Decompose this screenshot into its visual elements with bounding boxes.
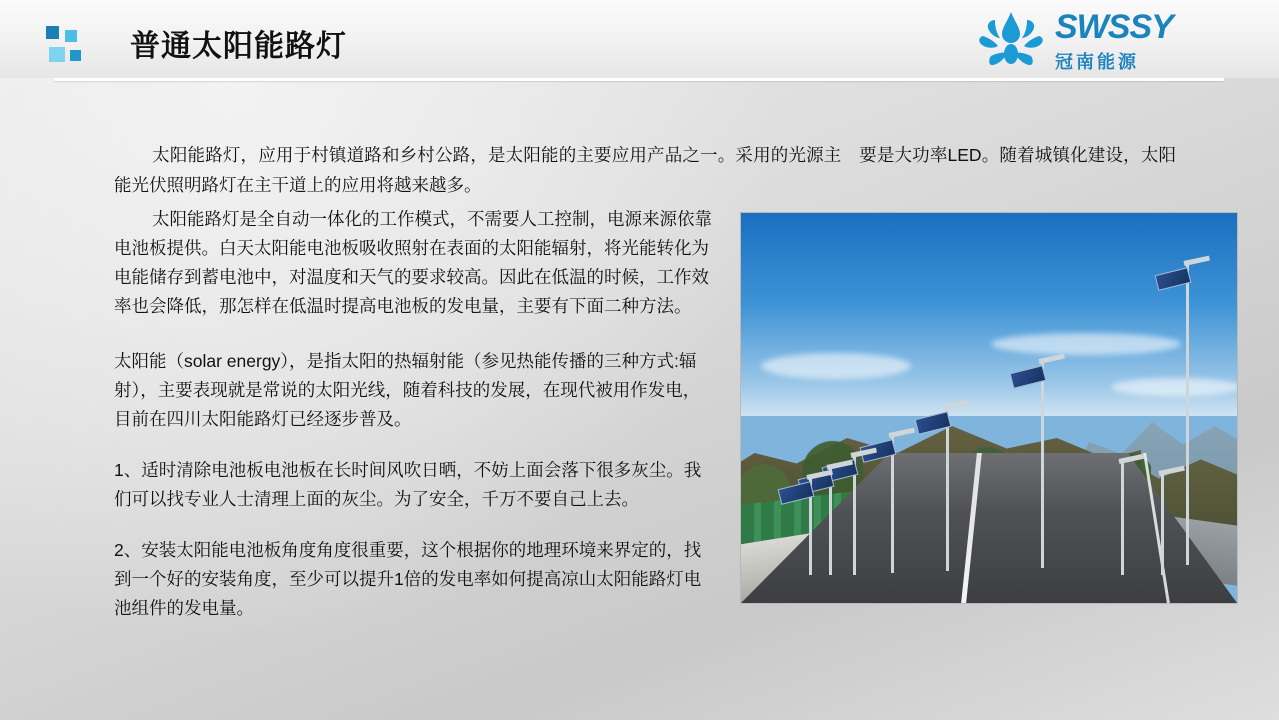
street-lamp xyxy=(829,469,832,575)
decor-square-2 xyxy=(65,30,77,42)
blue-squares-decoration xyxy=(46,26,92,62)
solar-street-light-photo xyxy=(740,212,1238,604)
street-lamp xyxy=(853,457,856,575)
paragraph-3: 1、适时清除电池板电池板在长时间风吹日晒，不妨上面会落下很多灰尘。我们可以找专业人士清理上面的灰尘。为了安全，千万不要自己上去。 xyxy=(114,460,702,509)
paragraph-4: 2、安装太阳能电池板角度角度很重要，这个根据你的地理环境来界定的，找到一个好的安装角度，至少可以提升1倍的发电率如何提高凉山太阳能路灯电池组件的发电量。 xyxy=(114,540,702,618)
street-lamp xyxy=(809,479,812,575)
street-lamp xyxy=(1186,265,1189,565)
decor-square-4 xyxy=(70,50,81,61)
photo-cloud xyxy=(761,353,911,379)
page-title: 普通太阳能路灯 xyxy=(130,30,347,63)
paragraph-1 xyxy=(114,205,714,321)
street-lamp xyxy=(891,437,894,573)
street-lamp xyxy=(946,409,949,571)
paragraph-2: 太阳能（solar energy），是指太阳的热辐射能（参见热能传播的三种方式:辐射），主要表现就是常说的太阳光线，随着科技的发展，在现代被用作发电，目前在四川太阳能路灯已经逐步普及。 xyxy=(114,351,701,429)
company-logo xyxy=(975,8,1235,74)
decor-square-1 xyxy=(46,26,59,39)
logo-text-block xyxy=(1055,10,1235,74)
slide-header xyxy=(0,0,1279,92)
decor-square-3 xyxy=(49,47,65,62)
body-text-column xyxy=(114,205,714,645)
logo-wordmark: SWSSY xyxy=(1055,8,1173,46)
street-lamp xyxy=(1121,463,1124,575)
photo-cloud xyxy=(991,333,1181,355)
water-drop-burst-icon xyxy=(975,10,1047,72)
photo-cloud xyxy=(1111,378,1238,396)
paragraph-1-text: 太阳能路灯是全自动一体化的工作模式，不需要人工控制，电源来源依靠电池板提供。白天太阳能电池板吸收照射在表面的太阳能辐射，将光能转化为电能储存到蓄电池中，对温度和天气的要求较高。因此在低温的时候，工作效率也会降低，那怎样在低温时提高电池板的发电量，主要有下面二种方法。 xyxy=(114,209,712,316)
intro-text: 太阳能路灯，应用于村镇道路和乡村公路，是太阳能的主要应用产品之一。采用的光源主 要是大功率LED。随着城镇化建设，太阳能光伏照明路灯在主干道上的应用将越来越多。 xyxy=(114,145,1176,195)
intro-paragraph xyxy=(114,140,1176,200)
street-lamp xyxy=(1041,363,1044,568)
logo-subtitle: 冠南能源 xyxy=(1055,52,1139,72)
street-lamp xyxy=(1161,475,1164,575)
header-divider xyxy=(54,78,1224,81)
